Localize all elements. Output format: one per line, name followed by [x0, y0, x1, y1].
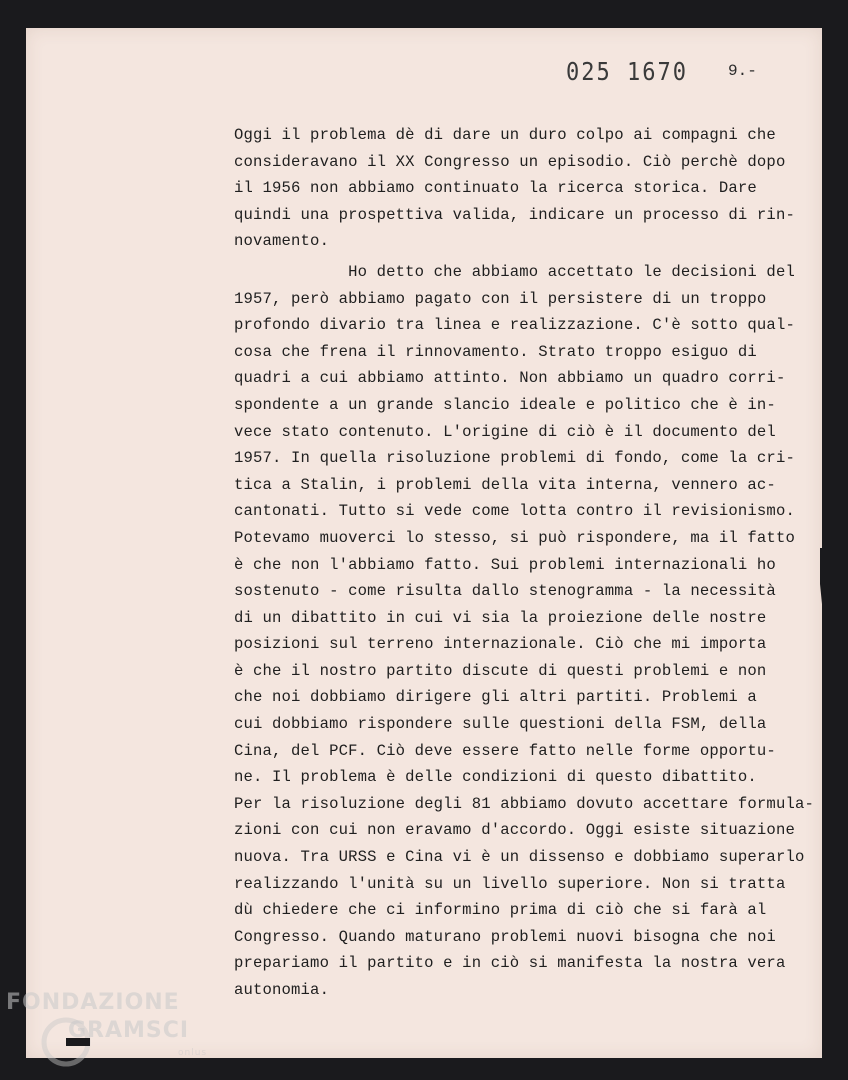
text-line: ne. Il problema è delle condizioni di questo dibattito. [234, 768, 757, 787]
text-line: quadri a cui abbiamo attinto. Non abbiamo un quadro corri- [234, 369, 786, 388]
archive-number-stamp: 025 1670 [566, 58, 688, 87]
text-line: il 1956 non abbiamo continuato la ricerca storica. Dare [234, 179, 757, 198]
text-line: tica a Stalin, i problemi della vita interna, vennero ac- [234, 475, 776, 494]
text-line: dù chiedere che ci informino prima di ciò che si farà al [234, 901, 767, 920]
text-line: 1957, però abbiamo pagato con il persistere di un troppo [234, 289, 767, 308]
text-line: novamento. [234, 232, 330, 251]
text-line: cui dobbiamo rispondere sulle questioni della FSM, della [234, 715, 767, 734]
text-line: prepariamo il partito e in ciò si manifesta la nostra vera [234, 954, 786, 973]
text-line: Ho detto che abbiamo accettato le decisioni del [234, 262, 795, 281]
text-line: vece stato contenuto. L'origine di ciò è il documento del [234, 422, 776, 441]
watermark-line-3: onlus [178, 1048, 208, 1058]
text-line: autonomia. [234, 981, 330, 999]
text-line: cosa che frena il rinnovamento. Strato troppo esiguo di [234, 342, 757, 361]
fondazione-gramsci-watermark [6, 990, 216, 1070]
text-line: Potevamo muoverci lo stesso, si può rispondere, ma il fatto [234, 528, 795, 547]
text-line: sostenuto - come risulta dallo stenogramma - la necessità [234, 582, 776, 601]
typewritten-body [234, 122, 814, 1004]
text-line: profondo divario tra linea e realizzazione. C'è sotto qual- [234, 316, 795, 335]
text-line: realizzando l'unità su un livello superiore. Non si tratta [234, 874, 786, 893]
text-line: Oggi il problema dè di dare un duro colpo ai compagni che [234, 126, 776, 144]
text-line: 1957. In quella risoluzione problemi di fondo, come la cri- [234, 449, 795, 468]
text-line: zioni con cui non eravamo d'accordo. Oggi esiste situazione [234, 821, 795, 840]
text-line: consideravano il XX Congresso un episodio. Ciò perchè dopo [234, 152, 786, 171]
text-line: spondente a un grande slancio ideale e politico che è in- [234, 395, 776, 414]
text-line: nuova. Tra URSS e Cina vi è un dissenso e dobbiamo superarlo [234, 848, 805, 867]
text-line: quindi una prospettiva valida, indicare un processo di rin- [234, 205, 795, 224]
typewritten-page [26, 28, 822, 1058]
page-number: 9.- [728, 62, 757, 80]
text-line: è che il nostro partito discute di questi problemi e non [234, 661, 767, 680]
text-line: di un dibattito in cui vi sia la proiezione delle nostre [234, 608, 767, 627]
text-line: Congresso. Quando maturano problemi nuovi bisogna che noi [234, 927, 776, 946]
text-line: Per la risoluzione degli 81 abbiamo dovuto accettare formula- [234, 794, 814, 813]
text-line: che noi dobbiamo dirigere gli altri partiti. Problemi a [234, 688, 757, 707]
watermark-line-1: FONDAZIONE [6, 990, 180, 1015]
text-line: è che non l'abbiamo fatto. Sui problemi internazionali ho [234, 555, 776, 574]
text-line: cantonati. Tutto si vede come lotta contro il revisionismo. [234, 502, 795, 521]
watermark-line-2: GRAMSCI [68, 1018, 190, 1043]
text-line: posizioni sul terreno internazionale. Ciò che mi importa [234, 635, 767, 654]
text-line: Cina, del PCF. Ciò deve essere fatto nelle forme opportu- [234, 741, 776, 760]
